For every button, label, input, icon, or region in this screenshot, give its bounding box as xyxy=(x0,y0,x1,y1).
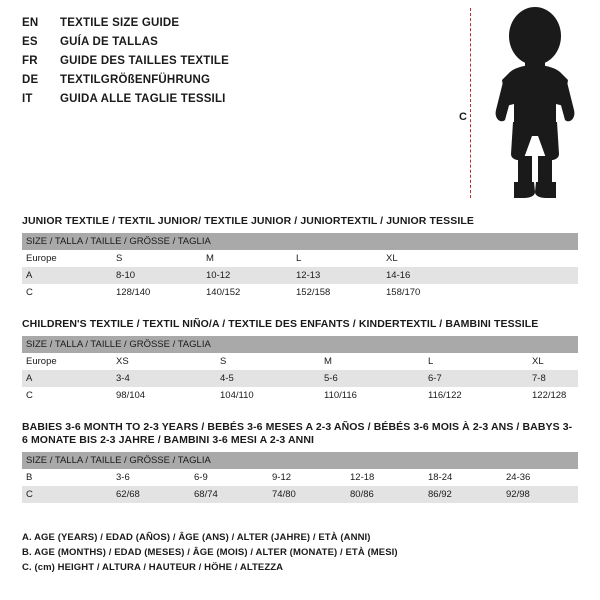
row-cell: M xyxy=(320,353,424,370)
language-title: GUÍA DE TALLAS xyxy=(60,36,158,48)
row-cell: 98/104 xyxy=(112,387,216,404)
row-cell: 24-36 xyxy=(502,469,578,486)
row-cell: XL xyxy=(382,250,578,267)
language-title: GUIDE DES TAILLES TEXTILE xyxy=(60,55,229,67)
row-cell: S xyxy=(216,353,320,370)
row-cell: XS xyxy=(112,353,216,370)
row-cell: 12-13 xyxy=(292,267,382,284)
table-row xyxy=(22,284,578,301)
legend xyxy=(22,530,578,575)
language-code: IT xyxy=(22,93,33,105)
row-cell: 3-6 xyxy=(112,469,190,486)
children-size-table xyxy=(22,336,578,404)
legend-line: B. AGE (MONTHS) / EDAD (MESES) / ÂGE (MOIS) / ALTER (MONATE) / ETÀ (MESI) xyxy=(22,547,398,558)
row-cell: 4-5 xyxy=(216,370,320,387)
language-row xyxy=(22,52,422,71)
language-title: TEXTILE SIZE GUIDE xyxy=(60,17,180,29)
row-cell: 62/68 xyxy=(112,486,190,503)
language-row xyxy=(22,71,422,90)
row-cell: M xyxy=(202,250,292,267)
legend-line: A. AGE (YEARS) / EDAD (AÑOS) / ÂGE (ANS) / ALTER (JAHRE) / ETÀ (ANNI) xyxy=(22,532,371,543)
language-code: EN xyxy=(22,17,39,29)
row-cell: 10-12 xyxy=(202,267,292,284)
table-header-row xyxy=(22,233,578,250)
row-cell: 3-4 xyxy=(112,370,216,387)
row-cell: 6-9 xyxy=(190,469,268,486)
row-cell: 8-10 xyxy=(112,267,202,284)
row-cell: 6-7 xyxy=(424,370,528,387)
table-row xyxy=(22,250,578,267)
language-code: FR xyxy=(22,55,38,67)
language-title-list xyxy=(22,14,422,109)
measure-label-c: C xyxy=(459,111,467,123)
row-cell: 158/170 xyxy=(382,284,578,301)
table-header-row xyxy=(22,452,578,469)
height-measure-line xyxy=(470,8,471,198)
row-cell: 18-24 xyxy=(424,469,502,486)
row-label: A xyxy=(22,370,112,387)
row-cell: 110/116 xyxy=(320,387,424,404)
language-title: TEXTILGRÖßENFÜHRUNG xyxy=(60,74,211,86)
table-row xyxy=(22,267,578,284)
section-title: JUNIOR TEXTILE / TEXTIL JUNIOR/ TEXTILE JUNIOR / JUNIORTEXTIL / JUNIOR TESSILE xyxy=(22,215,474,227)
row-cell: L xyxy=(424,353,528,370)
legend-line: C. (cm) HEIGHT / ALTURA / HAUTEUR / HÖHE / ALTEZZA xyxy=(22,562,284,573)
row-cell: L xyxy=(292,250,382,267)
row-label: A xyxy=(22,267,112,284)
language-code: ES xyxy=(22,36,38,48)
language-code: DE xyxy=(22,74,39,86)
row-label: B xyxy=(22,469,112,486)
header xyxy=(0,0,600,205)
table-row xyxy=(22,353,578,370)
language-row xyxy=(22,14,422,33)
section-children xyxy=(22,318,578,404)
junior-size-table xyxy=(22,233,578,301)
row-label: C xyxy=(22,284,112,301)
row-cell: 7-8 xyxy=(528,370,578,387)
language-row xyxy=(22,33,422,52)
row-cell: 14-16 xyxy=(382,267,578,284)
table-header-label: SIZE / TALLA / TAILLE / GRÖSSE / TAGLIA xyxy=(22,452,578,469)
table-row xyxy=(22,387,578,404)
row-label: C xyxy=(22,387,112,404)
toddler-silhouette-icon xyxy=(480,6,590,201)
section-title: CHILDREN'S TEXTILE / TEXTIL NIÑO/A / TEXTILE DES ENFANTS / KINDERTEXTIL / BAMBINI TESSILE xyxy=(22,318,539,330)
table-header-label: SIZE / TALLA / TAILLE / GRÖSSE / TAGLIA xyxy=(22,336,578,353)
section-babies xyxy=(22,421,578,503)
row-cell: 104/110 xyxy=(216,387,320,404)
row-cell: 68/74 xyxy=(190,486,268,503)
section-junior xyxy=(22,215,578,301)
row-cell: 140/152 xyxy=(202,284,292,301)
measurement-figure xyxy=(440,6,590,201)
row-cell: 9-12 xyxy=(268,469,346,486)
row-cell: 74/80 xyxy=(268,486,346,503)
table-row xyxy=(22,486,578,503)
section-title: BABIES 3-6 MONTH TO 2-3 YEARS / BEBÉS 3-6 MESES A 2-3 AÑOS / BÉBÉS 3-6 MOIS À 2-3 ANS / BABYS 3-6 MONATE BIS 2-3 JAHRE / BAMBINI 3-6 MESI A 2-3 ANNI xyxy=(22,421,573,446)
language-row xyxy=(22,90,422,109)
row-cell: 80/86 xyxy=(346,486,424,503)
row-cell: 122/128 xyxy=(528,387,578,404)
table-row xyxy=(22,469,578,486)
table-row xyxy=(22,370,578,387)
row-cell: 128/140 xyxy=(112,284,202,301)
babies-size-table xyxy=(22,452,578,503)
row-label: C xyxy=(22,486,112,503)
table-header-label: SIZE / TALLA / TAILLE / GRÖSSE / TAGLIA xyxy=(22,233,578,250)
table-header-row xyxy=(22,336,578,353)
row-cell: S xyxy=(112,250,202,267)
row-cell: 152/158 xyxy=(292,284,382,301)
row-cell: XL xyxy=(528,353,578,370)
row-cell: 5-6 xyxy=(320,370,424,387)
row-cell: 12-18 xyxy=(346,469,424,486)
language-title: GUIDA ALLE TAGLIE TESSILI xyxy=(60,93,226,105)
row-cell: 92/98 xyxy=(502,486,578,503)
row-label: Europe xyxy=(22,250,112,267)
row-label: Europe xyxy=(22,353,112,370)
row-cell: 86/92 xyxy=(424,486,502,503)
row-cell: 116/122 xyxy=(424,387,528,404)
